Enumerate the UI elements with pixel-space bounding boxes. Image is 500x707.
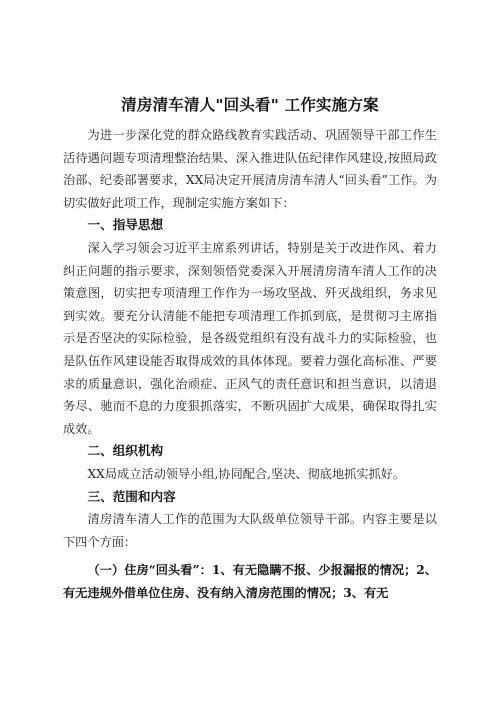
organization-paragraph: XX局成立活动领导小组,协同配合,坚决、彻底地抓实抓好。 [87, 466, 406, 481]
guiding-ideology-paragraph: 深入学习领会习近平主席系列讲话，特别是关于改进作风、着力纠正问题的指示要求，深刻领悟党委深入开展清房清车清人工作的决策意图，切实把专项清理工作作为一场攻坚战、歼灭战组织，务求见到实效。要充分认清能不能把专项清理工作抓到底，是贯彻习主席指示是否坚决的实际检验，是各级党组织有没有战斗力的实际检验，也是队伍作风建设能否取得成效的具体体现。要着力强化高标准、严要求的质量意识，强化治顽症、正风气的责任意识和担当意识，以清退务尽、驰而不息的力度狠抓落实，不断巩固扩大成果，确保取得扎实成效。 [63, 240, 437, 436]
intro-paragraph: 为进一步深化党的群众路线教育实践活动、巩固领导干部工作生活待遇问题专项清理整治结果、深入推进队伍纪律作风建设,按照局政治部、纪委部署要求，XX局决定开展清房清车清人“回头看”工作。为切实做好此项工作，现制定实施方案如下： [63, 128, 437, 210]
section-heading-scope: 三、范围和内容 [87, 488, 176, 504]
document-body [63, 124, 437, 604]
document-title: 清房清车清人"回头看" 工作实施方案 [121, 96, 379, 114]
section-heading-guiding-ideology: 一、指导思想 [87, 217, 164, 233]
scope-paragraph: 清房清车清人工作的范围为大队级单位领导干部。内容主要是以下四个方面： [63, 512, 437, 549]
section-heading-organization: 二、组织机构 [87, 443, 164, 459]
housing-review-item: （一）住房“回头看”：1、有无隐瞒不报、少报漏报的情况；2、有无违规外借单位住房、没有纳入清房范围的情况；3、有无 [63, 563, 437, 600]
